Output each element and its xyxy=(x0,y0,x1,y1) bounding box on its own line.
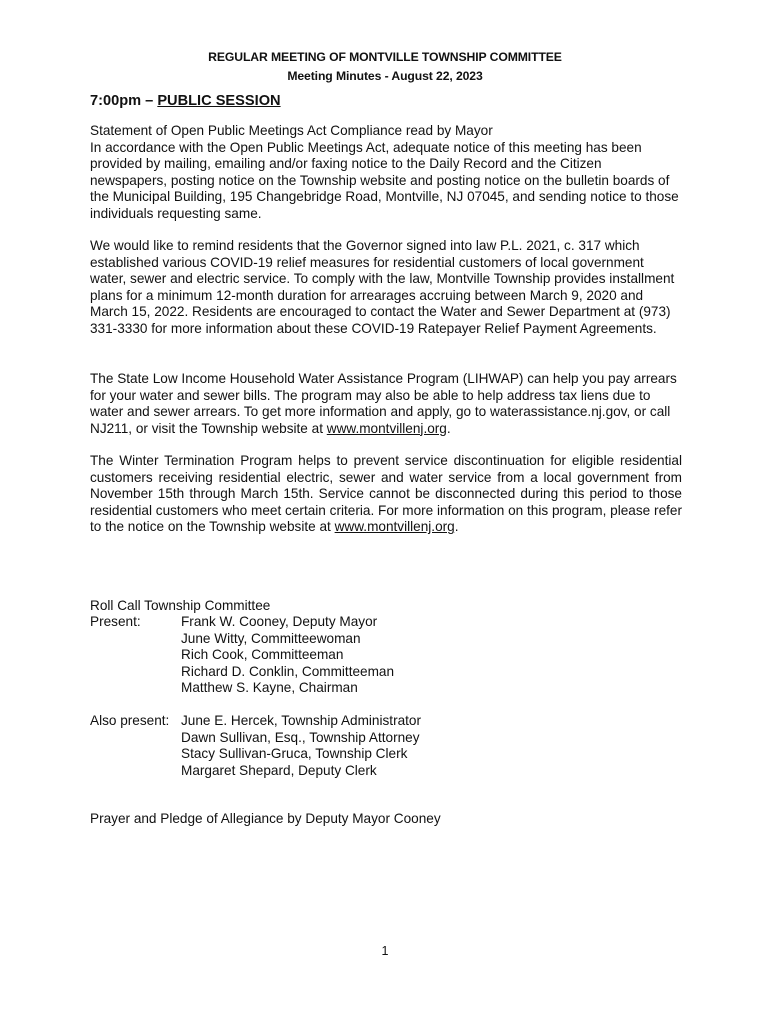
lihwap-period: . xyxy=(446,420,451,436)
also-present-members xyxy=(90,713,421,779)
present-row xyxy=(90,647,394,664)
also-member: Dawn Sullivan, Esq., Township Attorney xyxy=(181,729,420,745)
lihwap-text: The State Low Income Household Water Assistance Program (LIHWAP) can help you pay arrears for your water and sewer bills. The program may also be able to help address tax liens due to water and sewer arrears. To get more information and apply, go to waterassistance.nj.gov, or call NJ211, or visit the Township website at xyxy=(90,371,677,436)
township-website-link-2[interactable]: www.montvillenj.org xyxy=(334,519,455,535)
also-member: Margaret Shepard, Deputy Clerk xyxy=(181,762,377,778)
winter-termination-notice xyxy=(90,453,682,536)
also-member: June E. Hercek, Township Administrator xyxy=(181,713,422,728)
present-member: Frank W. Cooney, Deputy Mayor xyxy=(181,614,378,629)
present-members xyxy=(90,614,394,697)
covid-relief-notice: We would like to remind residents that the Governor signed into law P.L. 2021, c. 317 which established various COVID-19 relief measures for residential customers of local government water, sewer and electric service. To comply with the law, Montville Township provides installment plans for a minimum 12-month duration for arrearages accruing between March 9, 2020 and March 15, 2022. Residents are encouraged to contact the Water and Sewer Department at (973) 331-3330 for more information about these COVID-19 Ratepayer Relief Payment Agreements. xyxy=(90,238,675,336)
present-row xyxy=(90,631,394,648)
roll-call-title: Roll Call Township Committee xyxy=(90,598,271,613)
also-row xyxy=(90,763,421,780)
prayer-pledge: Prayer and Pledge of Allegiance by Deputy Mayor Cooney xyxy=(90,811,441,826)
meeting-title: REGULAR MEETING OF MONTVILLE TOWNSHIP COMMITTEE xyxy=(208,50,562,64)
also-row xyxy=(90,730,421,747)
compliance-statement: Statement of Open Public Meetings Act Compliance read by Mayor In accordance with the Open Public Meetings Act, adequate notice of this meeting has been provided by mailing, emailing and/or faxing notice to the Daily Record and the Citizen newspapers, posting notice on the Township website and posting notice on the bulletin boards of the Municipal Building, 195 Changebridge Road, Montville, NJ 07045, and sending notice to those individuals requesting same. xyxy=(90,123,679,221)
session-time: 7:00pm – xyxy=(90,93,158,109)
present-member: Rich Cook, Committeeman xyxy=(181,647,344,662)
present-member: Matthew S. Kayne, Chairman xyxy=(181,680,358,695)
lihwap-notice xyxy=(90,371,682,437)
also-row xyxy=(90,713,421,730)
winter-text: The Winter Termination Program helps to prevent service discontinuation for eligible residential customers receiving residential electric, sewer and water service from a local government from November 15th through March 15th. Service cannot be disconnected during this period to those residential customers who meet certain criteria. For more information on this program, please refer to the notice on the Township website at xyxy=(90,453,682,535)
page-number: 1 xyxy=(381,944,389,958)
present-row xyxy=(90,614,394,631)
section-heading xyxy=(90,93,281,109)
also-row xyxy=(90,746,421,763)
also-present-label: Also present: xyxy=(90,713,170,728)
present-member: June Witty, Committeewoman xyxy=(181,630,361,646)
township-website-link[interactable]: www.montvillenj.org xyxy=(326,420,447,436)
winter-period: . xyxy=(454,519,459,535)
present-row xyxy=(90,680,394,697)
also-member: Stacy Sullivan-Gruca, Township Clerk xyxy=(181,746,408,761)
meeting-date: Meeting Minutes - August 22, 2023 xyxy=(287,69,483,83)
present-row xyxy=(90,664,394,681)
present-label: Present: xyxy=(90,614,141,629)
session-title: PUBLIC SESSION xyxy=(157,93,281,109)
present-member: Richard D. Conklin, Committeeman xyxy=(181,663,395,679)
